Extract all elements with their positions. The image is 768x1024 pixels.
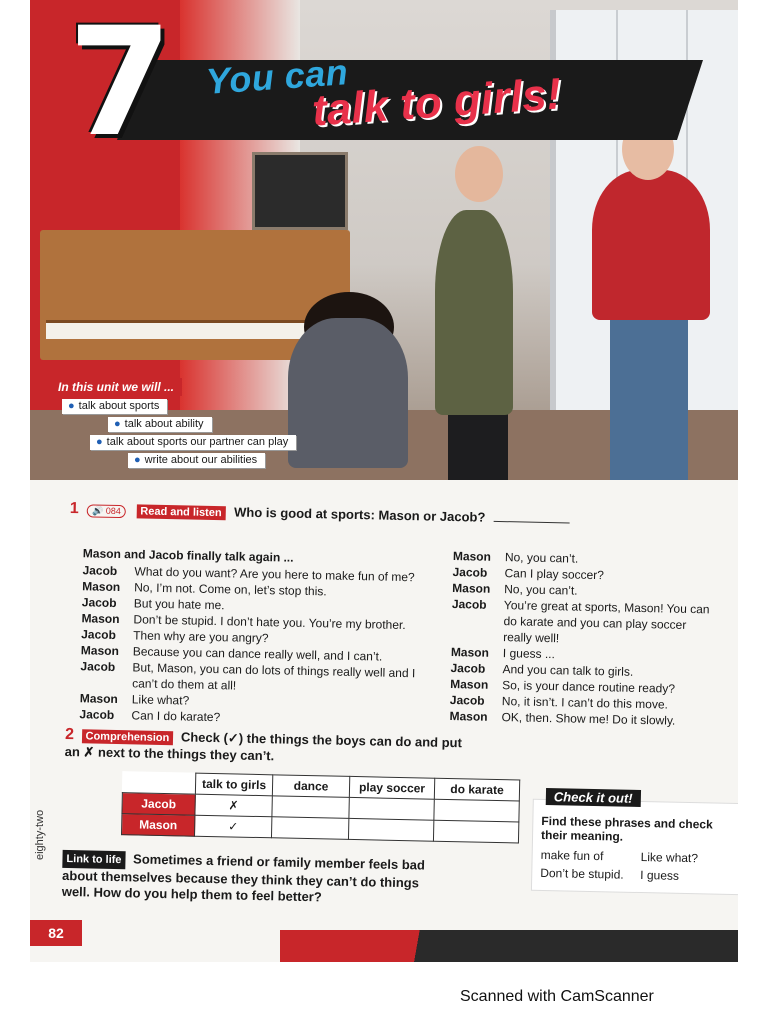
table-cell[interactable]: ✗ bbox=[195, 794, 272, 817]
dialog-text: But, Mason, you can do lots of things really well and I can’t do them at all! bbox=[132, 660, 416, 693]
link-to-life bbox=[62, 850, 443, 908]
dialog-text: No, you can’t. bbox=[504, 582, 578, 598]
dialog-line bbox=[451, 596, 712, 649]
table-cell[interactable] bbox=[271, 817, 348, 840]
mason-figure bbox=[592, 170, 710, 320]
phrase-list bbox=[540, 848, 738, 884]
dialog-text: Then why are you angry? bbox=[133, 628, 269, 646]
unit-title-line2: talk to girls! bbox=[310, 69, 563, 136]
unit-title-line1: You can bbox=[204, 51, 350, 102]
column-header: play soccer bbox=[349, 776, 434, 799]
textbook-page bbox=[30, 0, 738, 962]
phrase-item: Like what? bbox=[640, 850, 699, 866]
footer-stripe bbox=[280, 930, 738, 962]
exercise2-header bbox=[65, 726, 466, 768]
dialog-left bbox=[79, 562, 427, 729]
link-to-life-tag: Link to life bbox=[62, 850, 125, 869]
table-cell[interactable] bbox=[348, 818, 433, 841]
table-cell[interactable]: ✓ bbox=[194, 815, 271, 838]
exercise-content bbox=[61, 500, 730, 905]
column-header: talk to girls bbox=[195, 773, 272, 796]
dialog-text: So, is your dance routine ready? bbox=[502, 678, 676, 696]
exercise1-number: 1 bbox=[69, 500, 79, 518]
check-it-out-tag: Check it out! bbox=[546, 788, 641, 807]
dialog-text: Like what? bbox=[131, 692, 190, 708]
page-word-label: eighty-two bbox=[34, 809, 46, 860]
dialog-text: Don’t be stupid. I don’t hate you. You’re my brother. bbox=[133, 612, 406, 633]
speaker-name: Mason bbox=[450, 677, 489, 692]
table-cell[interactable] bbox=[272, 796, 349, 819]
dialog-text: OK, then. Show me! Do it slowly. bbox=[501, 710, 676, 728]
unit-goal-item: ● write about our abilities bbox=[128, 453, 265, 468]
dialog-text: And you can talk to girls. bbox=[502, 662, 634, 679]
dialog-text: What do you want? Are you here to make fun of me? bbox=[134, 564, 415, 585]
dialog-text: Can I play soccer? bbox=[504, 566, 605, 583]
dialog-text: I guess ... bbox=[502, 646, 556, 662]
table-cell[interactable] bbox=[349, 797, 434, 820]
row-name-jacob: Jacob bbox=[122, 793, 195, 816]
phrase-item: make fun of bbox=[540, 847, 604, 864]
speaker-name: Jacob bbox=[451, 597, 487, 612]
unit-goal-item: ● talk about sports bbox=[62, 399, 167, 414]
speaker-name: Mason bbox=[450, 645, 490, 660]
speaker-name: Mason bbox=[79, 691, 119, 707]
comprehension-table bbox=[121, 771, 520, 843]
answer-blank[interactable] bbox=[494, 521, 570, 524]
link-to-life-text: Sometimes a friend or family member feels bad about themselves because they think they can’t do things well. How do you help them to feel better? bbox=[61, 851, 426, 905]
speaker-name: Jacob bbox=[450, 661, 486, 676]
dialog-heading: Mason and Jacob finally talk again ... bbox=[82, 546, 294, 565]
column-header: dance bbox=[272, 775, 349, 798]
unit-goal-item: ● talk about sports our partner can play bbox=[90, 435, 296, 450]
speaker-name: Jacob bbox=[81, 595, 117, 610]
check-it-out-box bbox=[532, 789, 738, 895]
dialog-text: No, it isn’t. I can’t do this move. bbox=[501, 694, 669, 712]
speaker-name: Mason bbox=[449, 708, 488, 724]
unit-goals-heading: In this unit we will ... bbox=[50, 378, 182, 396]
speaker-name: Jacob bbox=[449, 693, 485, 708]
unit-number: 7 bbox=[68, 0, 173, 170]
unit-goals-box bbox=[50, 378, 320, 468]
speaker-name: Mason bbox=[82, 579, 121, 595]
table-cell[interactable] bbox=[434, 799, 519, 822]
jacob-figure bbox=[435, 210, 513, 415]
wall-panel bbox=[252, 152, 348, 230]
dialog-text: Because you can dance really well, and I can’t. bbox=[132, 644, 383, 664]
dialog-text: But you hate me. bbox=[133, 596, 225, 613]
speaker-name: Jacob bbox=[80, 659, 116, 674]
dialog-right bbox=[449, 548, 713, 729]
speaker-name: Jacob bbox=[82, 563, 118, 579]
dialog-text: No, I’m not. Come on, let’s stop this. bbox=[134, 580, 327, 599]
scanner-watermark: Scanned with CamScanner bbox=[460, 988, 654, 1005]
dialog-right-column bbox=[449, 548, 713, 729]
dialog-text: Can I do karate? bbox=[131, 708, 221, 725]
unit-photo bbox=[30, 0, 738, 480]
row-name-mason: Mason bbox=[122, 814, 195, 837]
exercise1-question: Who is good at sports: Mason or Jacob? bbox=[233, 504, 486, 525]
speaker-name: Jacob bbox=[79, 707, 115, 722]
page-number: 82 bbox=[30, 920, 82, 946]
jacob-head bbox=[455, 146, 503, 202]
dialog-text: No, you can’t. bbox=[504, 550, 579, 566]
dialog-left-column bbox=[79, 536, 428, 729]
unit-goal-item: ● talk about ability bbox=[108, 417, 212, 432]
exercise2-number: 2 bbox=[64, 725, 75, 744]
column-header: do karate bbox=[434, 778, 519, 801]
phrase-item: Don’t be stupid. bbox=[540, 865, 624, 882]
speaker-name: Mason bbox=[80, 643, 120, 659]
table-cell[interactable] bbox=[433, 820, 518, 843]
comprehension-tag: Comprehension bbox=[81, 729, 173, 745]
speaker-name: Jacob bbox=[81, 627, 117, 642]
read-listen-tag: Read and listen bbox=[136, 504, 226, 520]
check-it-out-question: Find these phrases and check their meaning. bbox=[540, 813, 713, 844]
phrase-item: I guess bbox=[640, 868, 680, 883]
exercise1-header bbox=[70, 500, 730, 532]
dialog-text: You’re great at sports, Mason! You can do karate and you can play soccer really well! bbox=[503, 598, 710, 646]
exercise2-instruction: Check (✓) the things the boys can do and put an ✗ next to the things they can’t. bbox=[64, 729, 463, 764]
mason-legs bbox=[610, 310, 688, 480]
audio-track-icon[interactable]: 🔊 084 bbox=[87, 504, 126, 518]
speaker-name: Mason bbox=[452, 581, 491, 596]
speaker-name: Jacob bbox=[452, 565, 488, 580]
speaker-name: Mason bbox=[81, 611, 120, 627]
speaker-name: Mason bbox=[452, 549, 492, 564]
